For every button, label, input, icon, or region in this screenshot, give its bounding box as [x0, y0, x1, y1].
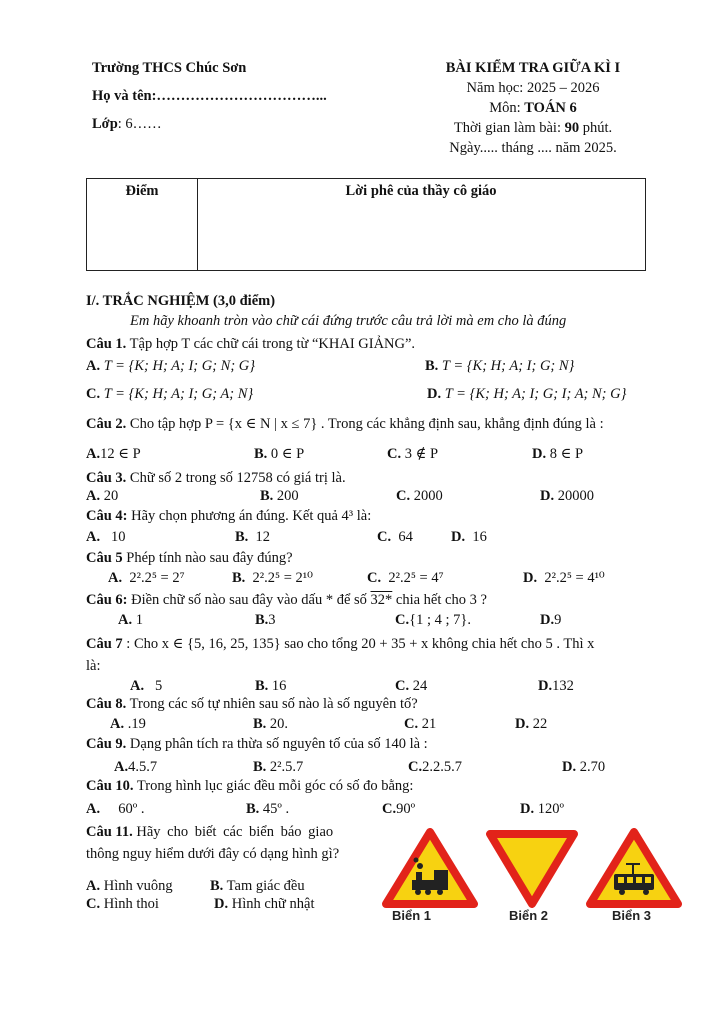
- q4-option-a[interactable]: [86, 529, 125, 546]
- subject-name: TOÁN 6: [524, 100, 577, 116]
- q7-option-d[interactable]: [538, 678, 574, 695]
- option-letter: A.: [108, 570, 123, 586]
- option-letter: C.: [86, 386, 101, 402]
- option-text: 2².5.7: [269, 759, 304, 775]
- question-label: Câu 8.: [86, 696, 127, 712]
- name-label: Họ và tên:……………………………...: [92, 88, 327, 104]
- question-label: Câu 7: [86, 636, 123, 652]
- option-text: Hình thoi: [103, 896, 159, 912]
- q6-option-c[interactable]: [395, 612, 471, 629]
- q2-option-d[interactable]: [532, 446, 583, 463]
- class-field: [92, 116, 162, 133]
- q1-option-a[interactable]: [86, 358, 255, 375]
- q8-option-c[interactable]: [404, 716, 436, 733]
- question-11-cont: thông nguy hiểm dưới đây có dạng hình gì?: [86, 846, 340, 862]
- option-letter: C.: [408, 759, 423, 775]
- question-text: Điền chữ số nào sau đây vào dấu * để số: [131, 592, 367, 608]
- question-text: Dạng phân tích ra thừa số nguyên tố của số 140 là :: [129, 736, 428, 752]
- option-letter: B.: [260, 488, 274, 504]
- option-text: 3 ∉ P: [404, 446, 439, 462]
- q8-option-a[interactable]: [110, 716, 146, 733]
- option-text: 16: [472, 529, 487, 545]
- option-text: 2².2⁵ = 4⁷: [388, 570, 444, 586]
- option-letter: C.: [404, 716, 419, 732]
- option-text: 20.: [269, 716, 289, 732]
- sign-2-inverted-triangle-icon: [484, 828, 580, 908]
- q6-option-b[interactable]: [255, 612, 276, 629]
- option-letter: D.: [532, 446, 547, 462]
- option-letter: A.: [86, 878, 101, 894]
- option-letter: B.: [253, 759, 267, 775]
- option-text: .19: [127, 716, 146, 732]
- option-text: 120º: [537, 801, 564, 817]
- q2-option-b[interactable]: [254, 446, 304, 463]
- option-text: 2.70: [579, 759, 606, 775]
- option-letter: B.: [253, 716, 267, 732]
- q11-option-b[interactable]: [210, 878, 305, 895]
- option-letter: A.: [110, 716, 125, 732]
- option-text: 12 ∈ P: [100, 446, 141, 462]
- option-text: 1: [135, 612, 143, 628]
- q5-option-d[interactable]: [523, 570, 605, 587]
- option-text: Tam giác đều: [226, 878, 305, 894]
- question-7: [86, 636, 594, 653]
- option-letter: C.: [367, 570, 382, 586]
- sign-2-label: Biển 2: [509, 908, 549, 923]
- question-text: Tập hợp T các chữ cái trong từ “KHAI GIẢNG”.: [129, 336, 416, 352]
- q11-option-d[interactable]: [214, 896, 315, 913]
- option-letter: B.: [255, 678, 269, 694]
- option-letter: A.: [86, 446, 101, 462]
- option-text: 45º .: [262, 801, 290, 817]
- q7-option-b[interactable]: [255, 678, 286, 695]
- q10-option-d[interactable]: [520, 801, 564, 818]
- option-text: T = {K; H; A; I; G; A; N}: [103, 386, 254, 402]
- q5-option-c[interactable]: [367, 570, 444, 587]
- q3-option-b[interactable]: [260, 488, 299, 505]
- option-text: 132: [552, 678, 574, 694]
- option-letter: D.: [214, 896, 229, 912]
- question-3: [86, 470, 346, 487]
- option-text: 9: [554, 612, 562, 628]
- question-text: Trong các số tự nhiên sau số nào là số nguyên tố?: [129, 696, 418, 712]
- option-letter: D.: [562, 759, 577, 775]
- option-letter: A.: [86, 801, 101, 817]
- option-letter: A.: [118, 612, 133, 628]
- option-text: 2².2⁵ = 4¹⁰: [544, 570, 605, 586]
- q4-option-c[interactable]: [377, 529, 413, 546]
- question-label: Câu 5: [86, 550, 123, 566]
- q6-option-a[interactable]: [118, 612, 143, 629]
- option-letter: A.: [130, 678, 145, 694]
- q9-option-b[interactable]: [253, 759, 303, 776]
- option-text: 20: [103, 488, 119, 504]
- q1-option-c[interactable]: [86, 386, 253, 403]
- option-text: 4.5.7: [128, 759, 158, 775]
- time-suffix: phút.: [582, 120, 613, 136]
- section-title: I/. TRẮC NGHIỆM (3,0 điểm): [86, 293, 276, 309]
- time-line: [420, 120, 646, 137]
- q8-option-b[interactable]: [253, 716, 288, 733]
- question-text: Phép tính nào sau đây đúng?: [126, 550, 293, 566]
- option-text: 200: [276, 488, 299, 504]
- question-5: [86, 550, 293, 567]
- option-text: 20000: [557, 488, 594, 504]
- q9-option-c[interactable]: [408, 759, 462, 776]
- question-text: Cho tập hợp P = {x ∈ N | x ≤ 7} . Trong các khẳng định sau, khẳng định đúng là :: [129, 416, 604, 432]
- option-letter: D.: [540, 488, 555, 504]
- option-text: 22: [532, 716, 548, 732]
- q3-option-d[interactable]: [540, 488, 594, 505]
- question-label: Câu 10.: [86, 778, 134, 794]
- q1-option-b[interactable]: [425, 358, 574, 375]
- option-letter: D.: [523, 570, 538, 586]
- option-text: 60º .: [118, 801, 145, 817]
- option-text: T = {K; H; A; I; G; N; G}: [103, 358, 256, 374]
- q9-option-d[interactable]: [562, 759, 605, 776]
- q6-option-d[interactable]: [540, 612, 561, 629]
- sign-3-tram-icon: [586, 828, 682, 908]
- question-label: Câu 6:: [86, 592, 128, 608]
- option-text: 3: [268, 612, 276, 628]
- question-9: [86, 736, 428, 753]
- question-label: Câu 3.: [86, 470, 127, 486]
- option-letter: B.: [255, 612, 269, 628]
- q5-option-b[interactable]: [232, 570, 313, 587]
- sign-3-label: Biển 3: [612, 908, 652, 923]
- exam-title: BÀI KIỂM TRA GIỮA KÌ I: [445, 60, 621, 76]
- option-letter: D.: [515, 716, 530, 732]
- question-text: Trong hình lục giác đều mỗi góc có số đo bằng:: [136, 778, 414, 794]
- option-letter: B.: [210, 878, 224, 894]
- option-letter: A.: [86, 529, 101, 545]
- subject-line: [420, 100, 646, 117]
- q1-option-d[interactable]: [427, 386, 626, 403]
- question-label: Câu 11.: [86, 824, 133, 840]
- option-letter: B.: [246, 801, 260, 817]
- option-text: 64: [398, 529, 413, 545]
- option-text: 2000: [413, 488, 443, 504]
- q3-option-c[interactable]: [396, 488, 443, 505]
- option-letter: C.: [396, 488, 411, 504]
- time-value: 90: [564, 120, 580, 136]
- option-text: 10: [110, 529, 126, 545]
- option-text: 90º: [396, 801, 416, 817]
- q10-option-c[interactable]: [382, 801, 415, 818]
- option-text: 5: [154, 678, 163, 694]
- question-number: 32*: [370, 592, 393, 608]
- subject-label: Môn:: [489, 100, 521, 116]
- q9-option-a[interactable]: [114, 759, 157, 776]
- q5-option-a[interactable]: [108, 570, 185, 587]
- option-text: 0 ∈ P: [270, 446, 305, 462]
- option-text: 2.2.5.7: [422, 759, 462, 775]
- option-letter: C.: [382, 801, 397, 817]
- q3-option-a[interactable]: [86, 488, 118, 505]
- option-letter: B.: [232, 570, 246, 586]
- score-header: Điểm: [125, 183, 159, 199]
- question-text: Chữ số 2 trong số 12758 có giá trị là.: [129, 470, 346, 486]
- option-letter: A.: [86, 488, 101, 504]
- q7-option-c[interactable]: [395, 678, 427, 695]
- option-letter: C.: [395, 612, 410, 628]
- option-letter: C.: [395, 678, 410, 694]
- sign-1-train-icon: [382, 828, 478, 908]
- option-letter: A.: [114, 759, 129, 775]
- option-text: 24: [412, 678, 428, 694]
- question-7-cont: là:: [86, 658, 101, 674]
- school-year: Năm học: 2025 – 2026: [466, 80, 600, 96]
- question-8: [86, 696, 418, 713]
- option-letter: D.: [520, 801, 535, 817]
- score-table: [86, 178, 646, 271]
- section-instruction: Em hãy khoanh tròn vào chữ cái đứng trước câu trả lời mà em cho là đúng: [130, 313, 567, 329]
- q8-option-d[interactable]: [515, 716, 547, 733]
- option-letter: C.: [86, 896, 101, 912]
- option-text: 2².2⁵ = 2¹⁰: [252, 570, 313, 586]
- option-letter: D.: [538, 678, 553, 694]
- question-label: Câu 1.: [86, 336, 127, 352]
- question-10: [86, 778, 413, 795]
- q4-option-d[interactable]: [451, 529, 487, 546]
- question-6: [86, 592, 487, 609]
- comment-header: Lời phê của thầy cô giáo: [345, 183, 497, 199]
- class-label: Lớp: [92, 116, 118, 132]
- option-letter: D.: [427, 386, 442, 402]
- question-text: : Cho x ∈ {5, 16, 25, 135} sao cho tổng 20 + 35 + x không chia hết cho 5 . Thì x: [126, 636, 595, 652]
- school-name: Trường THCS Chúc Sơn: [92, 60, 247, 76]
- option-letter: B.: [235, 529, 249, 545]
- question-text: Hãy chọn phương án đúng. Kết quả 4³ là:: [131, 508, 372, 524]
- student-name-field: [92, 88, 327, 105]
- q11-option-c[interactable]: [86, 896, 159, 913]
- q11-option-a[interactable]: [86, 878, 173, 895]
- option-text: 12: [255, 529, 271, 545]
- class-value: : 6……: [117, 116, 162, 132]
- q10-option-b[interactable]: [246, 801, 289, 818]
- question-4: [86, 508, 371, 525]
- date-line: Ngày..... tháng .... năm 2025.: [449, 140, 617, 156]
- option-text: 8 ∈ P: [549, 446, 584, 462]
- q2-option-c[interactable]: [387, 446, 438, 463]
- option-text: 16: [271, 678, 287, 694]
- option-text: Hình chữ nhật: [231, 896, 315, 912]
- question-text: Hãy cho biết các biển báo giao: [136, 824, 334, 840]
- question-2: [86, 416, 604, 433]
- question-11: [86, 824, 333, 841]
- option-letter: B.: [425, 358, 439, 374]
- option-letter: D.: [451, 529, 466, 545]
- q10-option-a[interactable]: [86, 801, 144, 818]
- question-label: Câu 4:: [86, 508, 128, 524]
- question-label: Câu 2.: [86, 416, 127, 432]
- q2-option-a[interactable]: [86, 446, 141, 463]
- option-text: T = {K; H; A; I; G; I; A; N; G}: [444, 386, 627, 402]
- option-letter: D.: [540, 612, 555, 628]
- option-text: 2².2⁵ = 2⁷: [129, 570, 185, 586]
- time-label: Thời gian làm bài:: [453, 120, 561, 136]
- question-text-after: chia hết cho 3 ?: [395, 592, 487, 608]
- sign-1-label: Biển 1: [392, 908, 432, 923]
- question-1: [86, 336, 415, 353]
- option-letter: C.: [387, 446, 402, 462]
- question-label: Câu 9.: [86, 736, 127, 752]
- option-letter: B.: [254, 446, 268, 462]
- option-text: {1 ; 4 ; 7}.: [409, 612, 471, 628]
- option-letter: A.: [86, 358, 101, 374]
- option-letter: C.: [377, 529, 392, 545]
- option-text: 21: [421, 716, 437, 732]
- q4-option-b[interactable]: [235, 529, 270, 546]
- option-text: Hình vuông: [103, 878, 173, 894]
- q7-option-a[interactable]: [130, 678, 162, 695]
- option-text: T = {K; H; A; I; G; N}: [441, 358, 575, 374]
